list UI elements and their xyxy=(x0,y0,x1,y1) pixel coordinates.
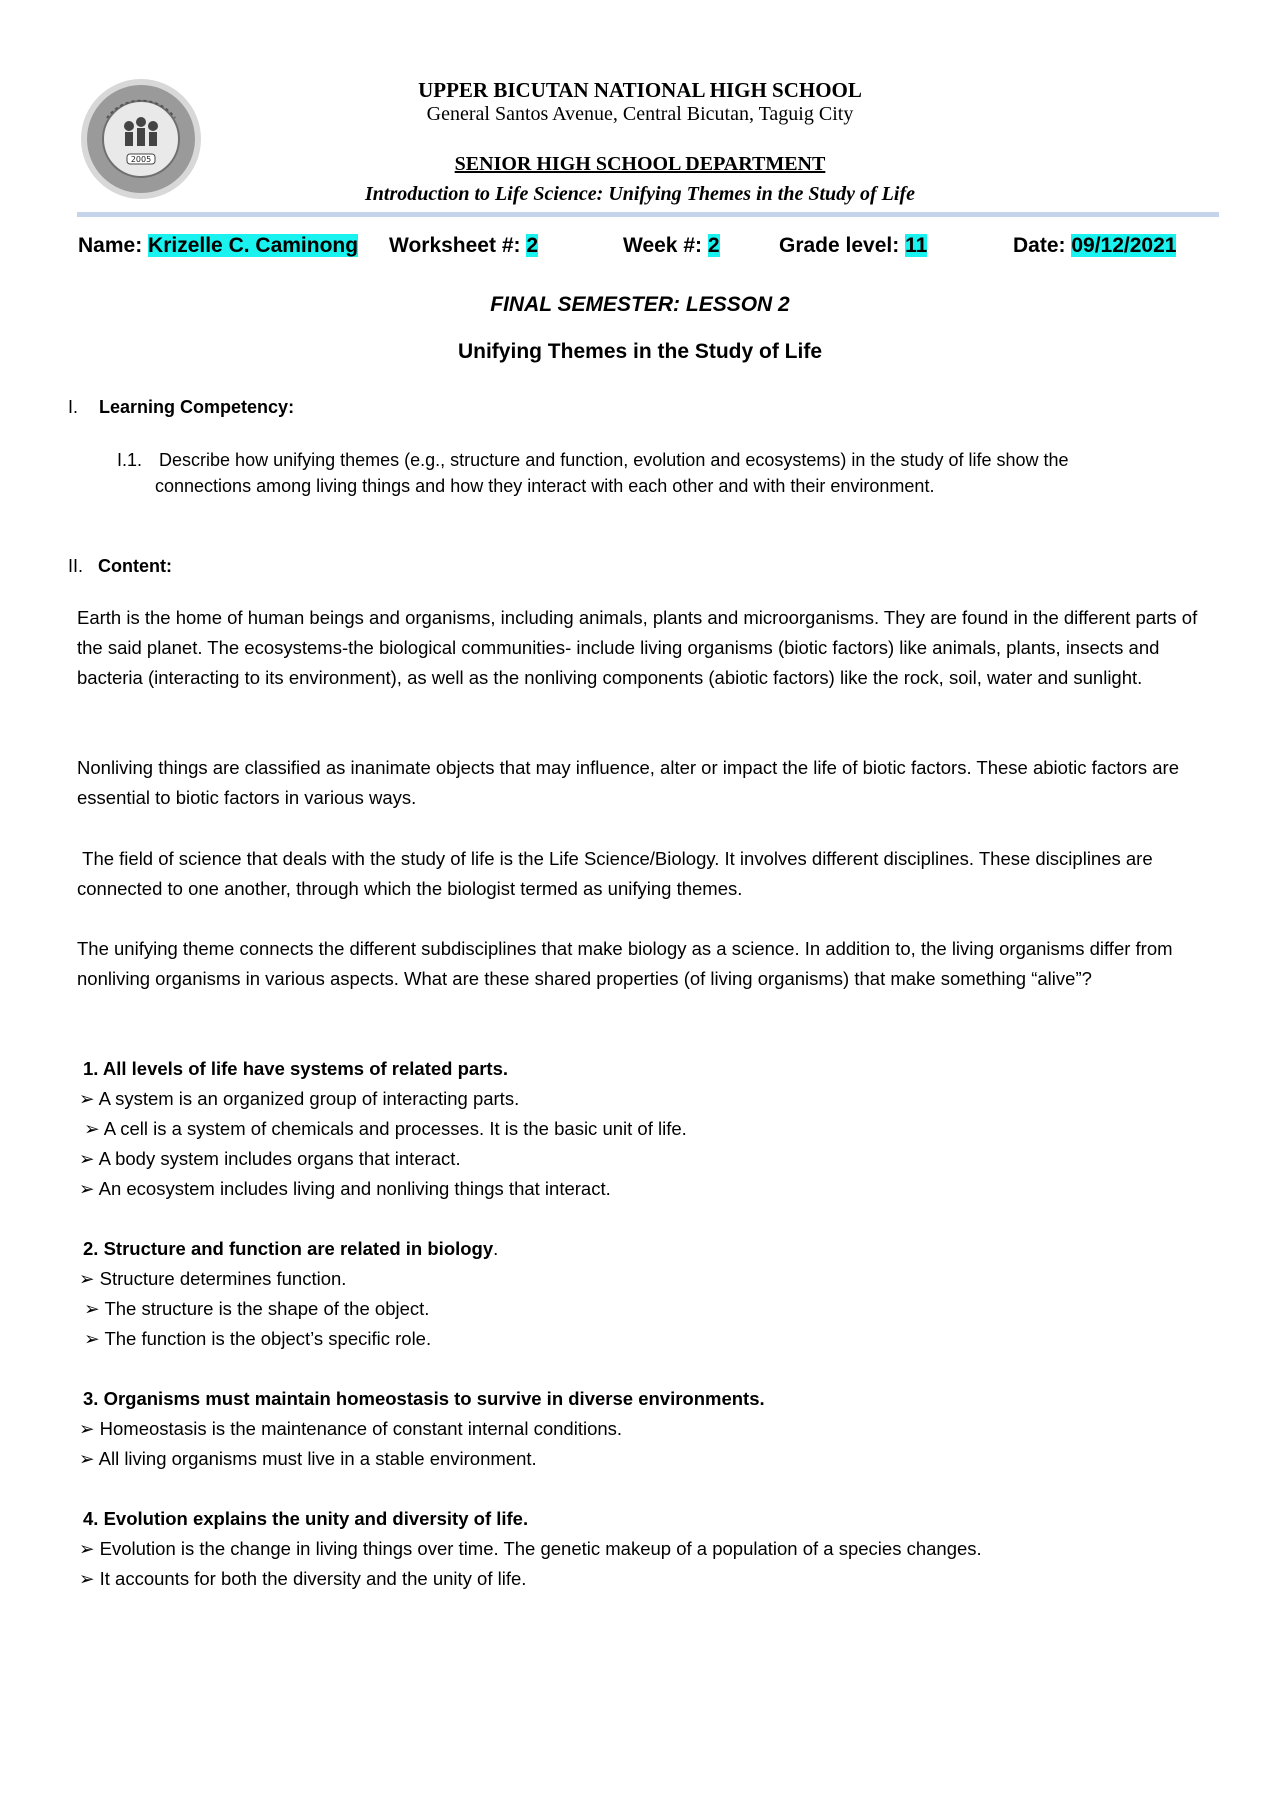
paragraph: Nonliving things are classified as inanimate objects that may influence, alter or impact the life of biotic factors. These abiotic factors are essential to biotic factors in various ways. xyxy=(77,757,1179,808)
worksheet-number-field xyxy=(389,234,538,258)
section-content xyxy=(68,556,172,577)
seal-year: 2005 xyxy=(130,155,152,164)
worksheet-label: Worksheet #: xyxy=(389,234,527,257)
competency-text-line2: connections among living things and how they interact with each other and with their environment. xyxy=(155,476,935,496)
list-item: ➢ Evolution is the change in living things over time. The genetic makeup of a population of a species changes. xyxy=(79,1538,982,1559)
theme-heading xyxy=(83,1238,498,1260)
theme-heading-period: . xyxy=(493,1238,499,1259)
school-seal-logo xyxy=(77,78,205,200)
student-name-field xyxy=(78,234,358,258)
list-item: ➢ Homeostasis is the maintenance of constant internal conditions. xyxy=(79,1418,623,1439)
list-item: ➢ The function is the object’s specific role. xyxy=(79,1328,432,1349)
list-item: ➢ A cell is a system of chemicals and processes. It is the basic unit of life. xyxy=(79,1118,687,1139)
date-value: 09/12/2021 xyxy=(1071,234,1177,257)
date-label: Date: xyxy=(1013,234,1072,257)
header-divider xyxy=(77,212,1219,217)
theme-heading: 1. All levels of life have systems of related parts. xyxy=(83,1058,508,1079)
competency-number: I.1. xyxy=(117,450,143,470)
list-item: ➢ A system is an organized group of interacting parts. xyxy=(79,1088,520,1109)
competency-text-line1: Describe how unifying themes (e.g., structure and function, evolution and ecosystems) in the study of life show the xyxy=(159,450,1069,470)
school-name: UPPER BICUTAN NATIONAL HIGH SCHOOL xyxy=(418,78,862,102)
paragraph: The unifying theme connects the different subdisciplines that make biology as a science. In addition to, the living organisms differ from nonliving organisms in various aspects. What are these shared properties (of living organisms) that make something “alive”? xyxy=(77,938,1173,989)
list-item: ➢ The structure is the shape of the object. xyxy=(79,1298,430,1319)
competency-item xyxy=(117,450,1069,471)
list-item: ➢ Structure determines function. xyxy=(79,1268,347,1289)
section-title: Learning Competency: xyxy=(99,397,295,417)
course-title: Introduction to Life Science: Unifying Themes in the Study of Life xyxy=(365,183,915,205)
section-number: II. xyxy=(68,556,84,576)
list-item: ➢ All living organisms must live in a stable environment. xyxy=(79,1448,537,1469)
theme-heading: 3. Organisms must maintain homeostasis to survive in diverse environments. xyxy=(83,1388,765,1409)
date-field xyxy=(1013,234,1176,258)
department-title: SENIOR HIGH SCHOOL DEPARTMENT xyxy=(454,153,826,175)
lesson-title: FINAL SEMESTER: LESSON 2 xyxy=(490,293,790,316)
paragraph: Earth is the home of human beings and organisms, including animals, plants and microorganisms. They are found in the different parts of the said planet. The ecosystems-the biological communities- include living organisms (biotic factors) like animals, plants, insects and bacteria (interacting to its environment), as well as the nonliving components (abiotic factors) like the rock, soil, water and sunlight. xyxy=(77,607,1198,688)
paragraph: The field of science that deals with the study of life is the Life Science/Biology. It involves different disciplines. These disciplines are connected to one another, through which the biologist termed as unifying themes. xyxy=(77,848,1158,899)
section-title: Content: xyxy=(98,556,173,576)
section-learning-competency xyxy=(68,397,294,418)
theme-heading: 4. Evolution explains the unity and diversity of life. xyxy=(83,1508,529,1529)
week-label: Week #: xyxy=(623,234,708,257)
worksheet-value: 2 xyxy=(526,234,539,257)
list-item: ➢ A body system includes organs that interact. xyxy=(79,1148,461,1169)
name-label: Name: xyxy=(78,234,149,257)
grade-label: Grade level: xyxy=(779,234,906,257)
section-number: I. xyxy=(68,397,79,417)
list-item: ➢ It accounts for both the diversity and the unity of life. xyxy=(79,1568,527,1589)
grade-level-field xyxy=(779,234,927,258)
grade-value: 11 xyxy=(905,234,928,257)
topic-title: Unifying Themes in the Study of Life xyxy=(457,340,822,363)
name-value: Krizelle C. Caminong xyxy=(148,234,359,257)
theme-heading-text: 2. Structure and function are related in biology xyxy=(83,1238,494,1259)
week-number-field xyxy=(623,234,720,258)
list-item: ➢ An ecosystem includes living and nonliving things that interact. xyxy=(79,1178,611,1199)
school-address: General Santos Avenue, Central Bicutan, Taguig City xyxy=(426,103,854,125)
week-value: 2 xyxy=(707,234,720,257)
